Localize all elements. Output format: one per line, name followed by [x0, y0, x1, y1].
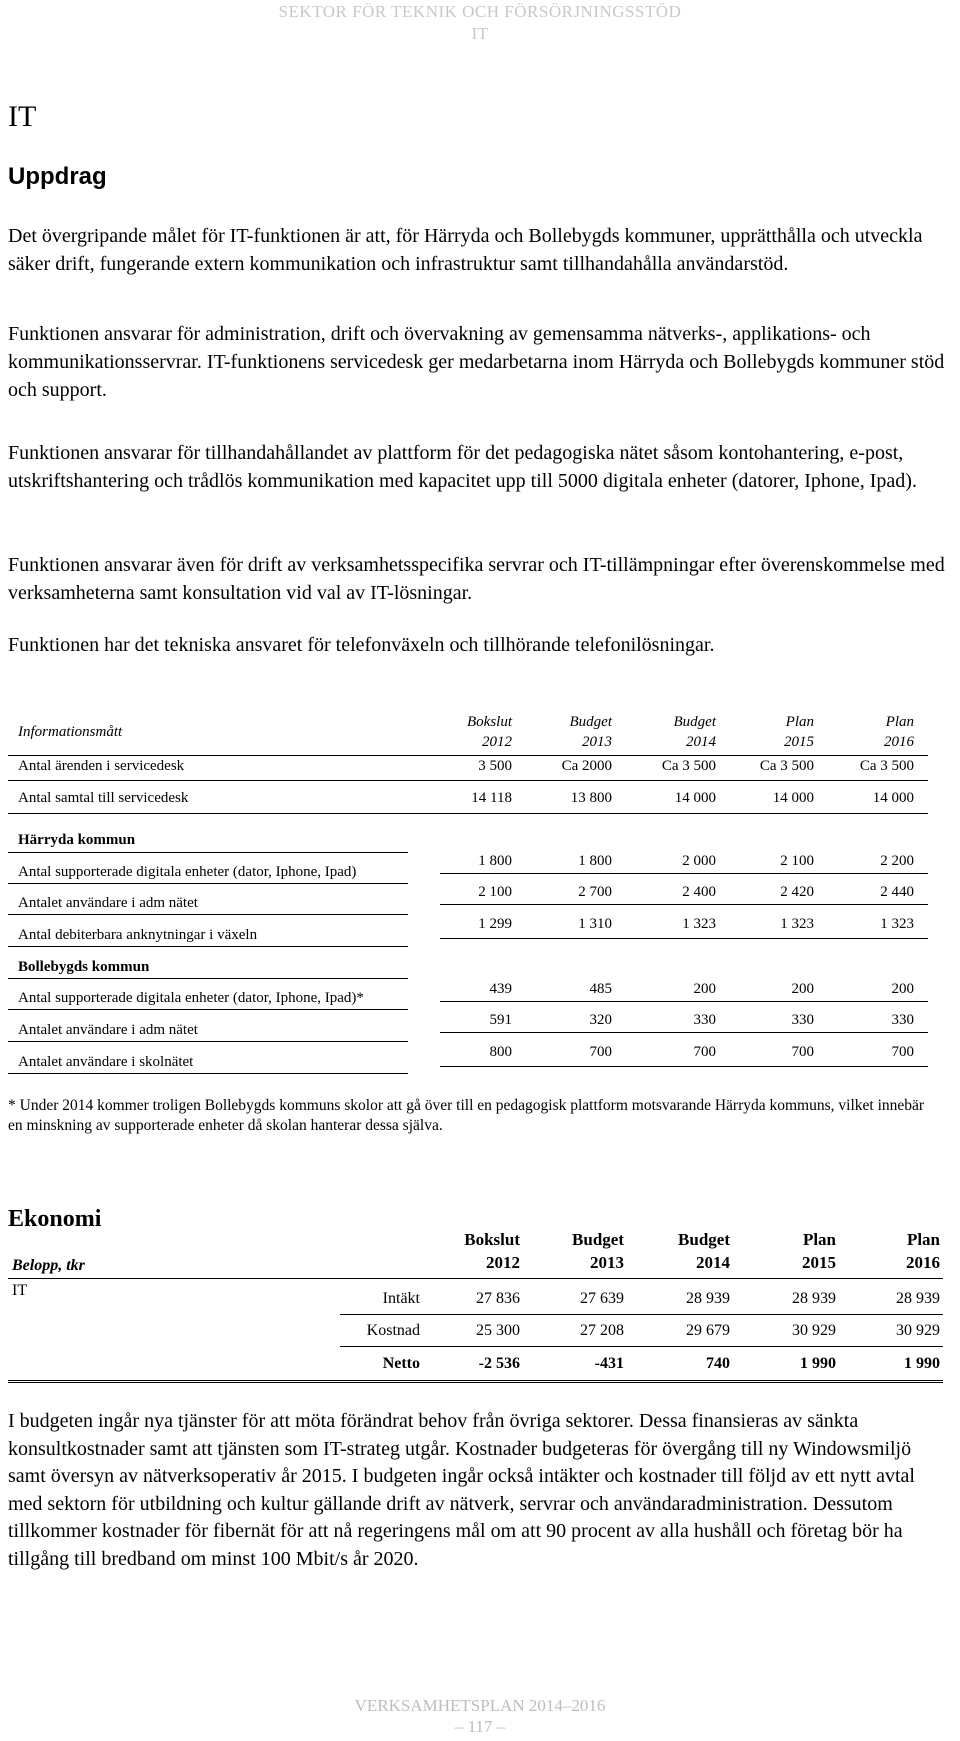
cell-value: 2 200 [880, 853, 914, 869]
cell-value: 1 310 [578, 916, 612, 932]
cell-value: -431 [594, 1355, 624, 1372]
col-header-type: Budget [673, 714, 716, 730]
cell-value: 1 990 [800, 1355, 836, 1372]
cell-value: 330 [693, 1012, 716, 1028]
cell-value: 200 [693, 981, 716, 997]
col-header-type: Plan [885, 714, 914, 730]
table-rule [8, 883, 408, 884]
cell-value: 2 000 [682, 853, 716, 869]
cell-value: Ca 3 500 [759, 758, 814, 774]
table-rule [440, 1001, 928, 1002]
cell-value: 27 836 [476, 1290, 520, 1307]
col-header-type: Budget [572, 1230, 624, 1249]
cell-value: 1 323 [780, 916, 814, 932]
paragraph: Funktionen ansvarar även för drift av verksamhetsspecifika servrar och IT-tillämpningar efter överenskommelse med verksamheterna samt konsultation vid val av IT-lösningar. [8, 554, 945, 604]
table-rule [8, 780, 928, 781]
cell-value: 14 000 [872, 790, 914, 806]
cell-value: 2 420 [780, 884, 814, 900]
cell-value: 800 [489, 1044, 512, 1060]
table-rule [8, 1278, 943, 1279]
col-header-type: Budget [678, 1230, 730, 1249]
cell-value: 1 990 [904, 1355, 940, 1372]
footer-doc: VERKSAMHETSPLAN 2014–2016 [354, 1696, 606, 1715]
cell-value: 25 300 [476, 1322, 520, 1339]
col-header-year: 2016 [906, 1253, 940, 1272]
running-subheader: IT [471, 24, 489, 43]
cell-value: Ca 3 500 [661, 758, 716, 774]
group-heading-bollebygd: Bollebygds kommun [18, 959, 150, 975]
col-header-type: Bokslut [464, 1230, 520, 1249]
cell-value: -2 536 [478, 1355, 520, 1372]
table-rule [340, 1346, 943, 1347]
cell-value: 2 400 [682, 884, 716, 900]
cell-value: 485 [589, 981, 612, 997]
info-table-label: Informationsmått [18, 724, 123, 740]
section-heading-ekonomi: Ekonomi [8, 1206, 102, 1232]
cell-value: 2 100 [478, 884, 512, 900]
table-rule [8, 755, 928, 756]
row-label: Antal samtal till servicedesk [18, 790, 189, 806]
col-header-year: 2013 [590, 1253, 624, 1272]
cell-value: 2 100 [780, 853, 814, 869]
cell-value: 2 700 [578, 884, 612, 900]
cell-value: 28 939 [686, 1290, 730, 1307]
cell-value: 28 939 [896, 1290, 940, 1307]
cell-value: 3 500 [478, 758, 512, 774]
row-label: Antal supporterade digitala enheter (dator, Iphone, Ipad)* [18, 990, 364, 1006]
cell-value: 29 679 [686, 1322, 730, 1339]
cell-value: 320 [589, 1012, 612, 1028]
cell-value: 1 323 [880, 916, 914, 932]
paragraph: Funktionen ansvarar för tillhandahållandet av plattform för det pedagogiska nätet såsom kontohantering, e-post, utskriftshantering och trådlös kommunikation med kapacitet upp till 5000 digitala enheter (datorer, Iphone, Ipad). [8, 442, 917, 492]
section-heading-uppdrag: Uppdrag [8, 163, 107, 190]
row-label: Antal supporterade digitala enheter (dator, Iphone, Ipad) [18, 864, 357, 880]
cell-value: 700 [693, 1044, 716, 1060]
cell-value: Ca 2000 [561, 758, 612, 774]
col-header-year: 2016 [884, 734, 914, 750]
col-header-type: Bokslut [467, 714, 512, 730]
cell-value: Ca 3 500 [859, 758, 914, 774]
cell-value: 700 [891, 1044, 914, 1060]
row-label: Netto [382, 1355, 420, 1372]
table-rule [440, 873, 928, 874]
unit-label: IT [12, 1282, 28, 1299]
page-number: – 117 – [454, 1717, 506, 1736]
paragraph: Det övergripande målet för IT-funktionen är att, för Härryda och Bollebygds kommuner, upprätthålla och utveckla säker drift, fungerande extern kommunikation och infrastruktur samt tillhandahålla användarstöd. [8, 225, 923, 275]
col-header-year: 2015 [802, 1253, 836, 1272]
paragraph: Funktionen har det tekniska ansvaret för telefonväxeln och tillhörande telefonilösningar. [8, 634, 715, 656]
paragraph: Funktionen ansvarar för administration, drift och övervakning av gemensamma nätverks-, applikations- och kommunikationsservrar. IT-funktionens servicedesk ger medarbetarna inom Härryda och Bollebygds kommuner stöd och support. [8, 323, 945, 401]
cell-value: 27 208 [580, 1322, 624, 1339]
row-label: Antalet användare i adm nätet [18, 1022, 198, 1038]
cell-value: 14 118 [471, 790, 512, 806]
table-rule-double [8, 1380, 943, 1386]
col-header-type: Plan [785, 714, 814, 730]
row-label: Antalet användare i adm nätet [18, 895, 198, 911]
table-rule [8, 978, 408, 979]
cell-value: 591 [489, 1012, 512, 1028]
col-header-year: 2014 [686, 734, 716, 750]
running-header: SEKTOR FÖR TEKNIK OCH FÖRSÖRJNINGSSTÖD [278, 2, 682, 21]
table-rule [440, 938, 928, 939]
cell-value: 30 929 [896, 1322, 940, 1339]
cell-value: 1 299 [478, 916, 512, 932]
col-header-year: 2013 [582, 734, 612, 750]
cell-value: 14 000 [772, 790, 814, 806]
cell-value: 740 [706, 1355, 730, 1372]
col-header-year: 2012 [486, 1253, 520, 1272]
col-header-type: Plan [906, 1230, 940, 1249]
row-label: Antal debiterbara anknytningar i växeln [18, 927, 258, 943]
cell-value: 1 800 [478, 853, 512, 869]
ekonomi-paragraph: I budgeten ingår nya tjänster för att möta förändrat behov från övriga sektorer. Dessa finansieras av sänkta konsultkostnader samt att tjänsten som IT-strateg utgår. Kostnader budgeteras för övergång till ny Windowsmiljö samt översyn av nätverksoperativ år 2015. I budgeten ingår också intäkter och kostnader till följd av ett nytt avtal med sektorn för utbildning och kultur gällande drift av nätverk, servrar och användaradministration. Dessutom tillkommer kostnader för fibernät för att nå regeringens mål om att 90 procent av alla hushåll och företag bör ha tillgång till bredband om minst 100 Mbit/s år 2020. [8, 1410, 915, 1570]
table-rule [8, 1073, 408, 1074]
table-rule [8, 852, 408, 853]
table-rule [8, 813, 928, 814]
cell-value: 439 [489, 981, 512, 997]
cell-value: 700 [791, 1044, 814, 1060]
cell-value: 200 [891, 981, 914, 997]
table-rule [440, 1066, 928, 1067]
row-label: Antal ärenden i servicedesk [18, 758, 185, 774]
col-header-year: 2012 [482, 734, 512, 750]
cell-value: 27 639 [580, 1290, 624, 1307]
table-rule [8, 946, 408, 947]
cell-value: 330 [791, 1012, 814, 1028]
cell-value: 200 [791, 981, 814, 997]
cell-value: 13 800 [570, 790, 612, 806]
col-header-type: Plan [802, 1230, 836, 1249]
footnote: * Under 2014 kommer troligen Bollebygds kommuns skolor att gå över till en pedagogisk plattform motsvarande Härryda kommuns, vilket innebär en minskning av supporterade enheter då skolan hanterar dessa själva. [8, 1097, 925, 1134]
cell-value: 30 929 [792, 1322, 836, 1339]
page-title: IT [8, 100, 37, 133]
cell-value: 700 [589, 1044, 612, 1060]
table-rule [340, 1314, 943, 1315]
cell-value: 14 000 [674, 790, 716, 806]
cell-value: 1 323 [682, 916, 716, 932]
table-rule [8, 914, 408, 915]
group-heading-harryda: Härryda kommun [18, 832, 136, 848]
col-header-type: Budget [569, 714, 612, 730]
table-rule [8, 1009, 408, 1010]
table-rule [440, 1032, 928, 1033]
belopp-label: Belopp, tkr [12, 1257, 85, 1274]
table-rule [440, 904, 928, 905]
row-label: Intäkt [382, 1290, 420, 1307]
cell-value: 1 800 [578, 853, 612, 869]
cell-value: 330 [891, 1012, 914, 1028]
cell-value: 2 440 [880, 884, 914, 900]
col-header-year: 2014 [696, 1253, 730, 1272]
table-rule [8, 1041, 408, 1042]
row-label: Kostnad [366, 1322, 420, 1339]
col-header-year: 2015 [784, 734, 814, 750]
row-label: Antalet användare i skolnätet [18, 1054, 194, 1070]
cell-value: 28 939 [792, 1290, 836, 1307]
